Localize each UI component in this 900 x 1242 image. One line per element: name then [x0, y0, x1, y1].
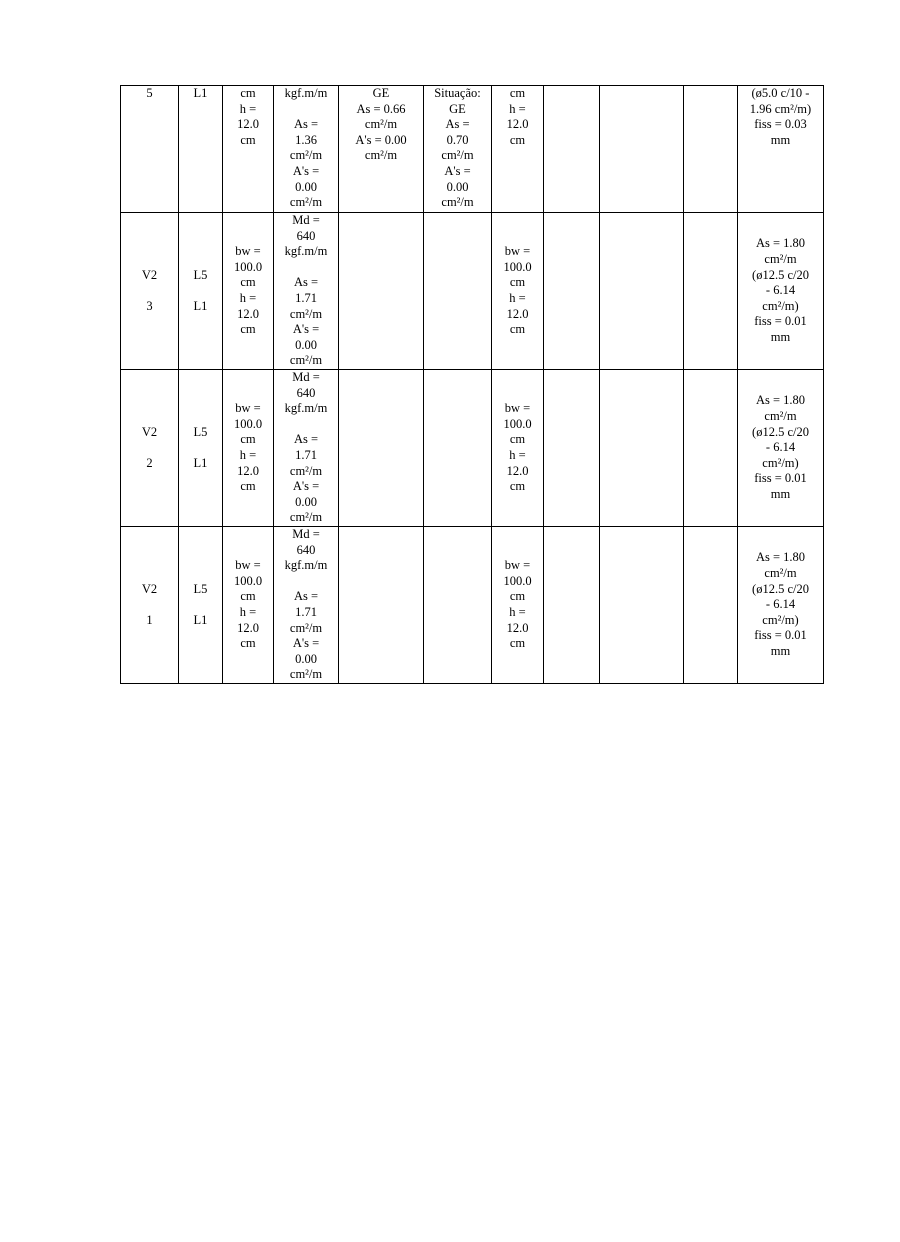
table-cell: V2 3 — [121, 213, 179, 370]
table-cell — [339, 213, 424, 370]
table-cell — [600, 527, 684, 684]
table-cell — [600, 213, 684, 370]
table-cell: L5 L1 — [179, 527, 223, 684]
table-cell: Md = 640 kgf.m/m As = 1.71 cm²/m A's = 0.00 cm²/m — [274, 527, 339, 684]
table-row — [121, 213, 824, 370]
table-cell — [339, 370, 424, 527]
table-cell: As = 1.80 cm²/m (ø12.5 c/20 - 6.14 cm²/m) fiss = 0.01 mm — [738, 527, 824, 684]
table-cell: As = 1.80 cm²/m (ø12.5 c/20 - 6.14 cm²/m) fiss = 0.01 mm — [738, 213, 824, 370]
table-cell: bw = 100.0 cm h = 12.0 cm — [492, 213, 544, 370]
table-cell: As = 1.80 cm²/m (ø12.5 c/20 - 6.14 cm²/m) fiss = 0.01 mm — [738, 370, 824, 527]
table-cell — [544, 86, 600, 213]
table-cell: L5 L1 — [179, 213, 223, 370]
table-cell: V2 1 — [121, 527, 179, 684]
table-cell: bw = 100.0 cm h = 12.0 cm — [223, 213, 274, 370]
table-cell — [544, 213, 600, 370]
table-cell — [339, 527, 424, 684]
table-cell — [684, 213, 738, 370]
table-cell: Md = 640 kgf.m/m As = 1.71 cm²/m A's = 0.00 cm²/m — [274, 213, 339, 370]
table-cell: cm h = 12.0 cm — [223, 86, 274, 213]
table-cell: (ø5.0 c/10 - 1.96 cm²/m) fiss = 0.03 mm — [738, 86, 824, 213]
table-cell — [424, 213, 492, 370]
table-cell: Situação: GE As = 0.70 cm²/m A's = 0.00 cm²/m — [424, 86, 492, 213]
table-row — [121, 370, 824, 527]
table-cell — [600, 370, 684, 527]
table-cell: GE As = 0.66 cm²/m A's = 0.00 cm²/m — [339, 86, 424, 213]
table-cell: bw = 100.0 cm h = 12.0 cm — [223, 527, 274, 684]
table-cell: bw = 100.0 cm h = 12.0 cm — [223, 370, 274, 527]
table-cell: 5 — [121, 86, 179, 213]
table-row — [121, 86, 824, 213]
table-cell — [424, 370, 492, 527]
table-cell — [544, 370, 600, 527]
table-cell: L1 — [179, 86, 223, 213]
table-cell — [684, 527, 738, 684]
table-cell — [544, 527, 600, 684]
table-cell: V2 2 — [121, 370, 179, 527]
slab-design-table — [120, 85, 824, 684]
table-cell: bw = 100.0 cm h = 12.0 cm — [492, 527, 544, 684]
table-cell: bw = 100.0 cm h = 12.0 cm — [492, 370, 544, 527]
table-cell — [684, 370, 738, 527]
table-cell — [600, 86, 684, 213]
table-cell — [684, 86, 738, 213]
table-cell: cm h = 12.0 cm — [492, 86, 544, 213]
table-cell — [424, 527, 492, 684]
table-row — [121, 527, 824, 684]
table-cell: L5 L1 — [179, 370, 223, 527]
table-cell: kgf.m/m As = 1.36 cm²/m A's = 0.00 cm²/m — [274, 86, 339, 213]
table-cell: Md = 640 kgf.m/m As = 1.71 cm²/m A's = 0.00 cm²/m — [274, 370, 339, 527]
